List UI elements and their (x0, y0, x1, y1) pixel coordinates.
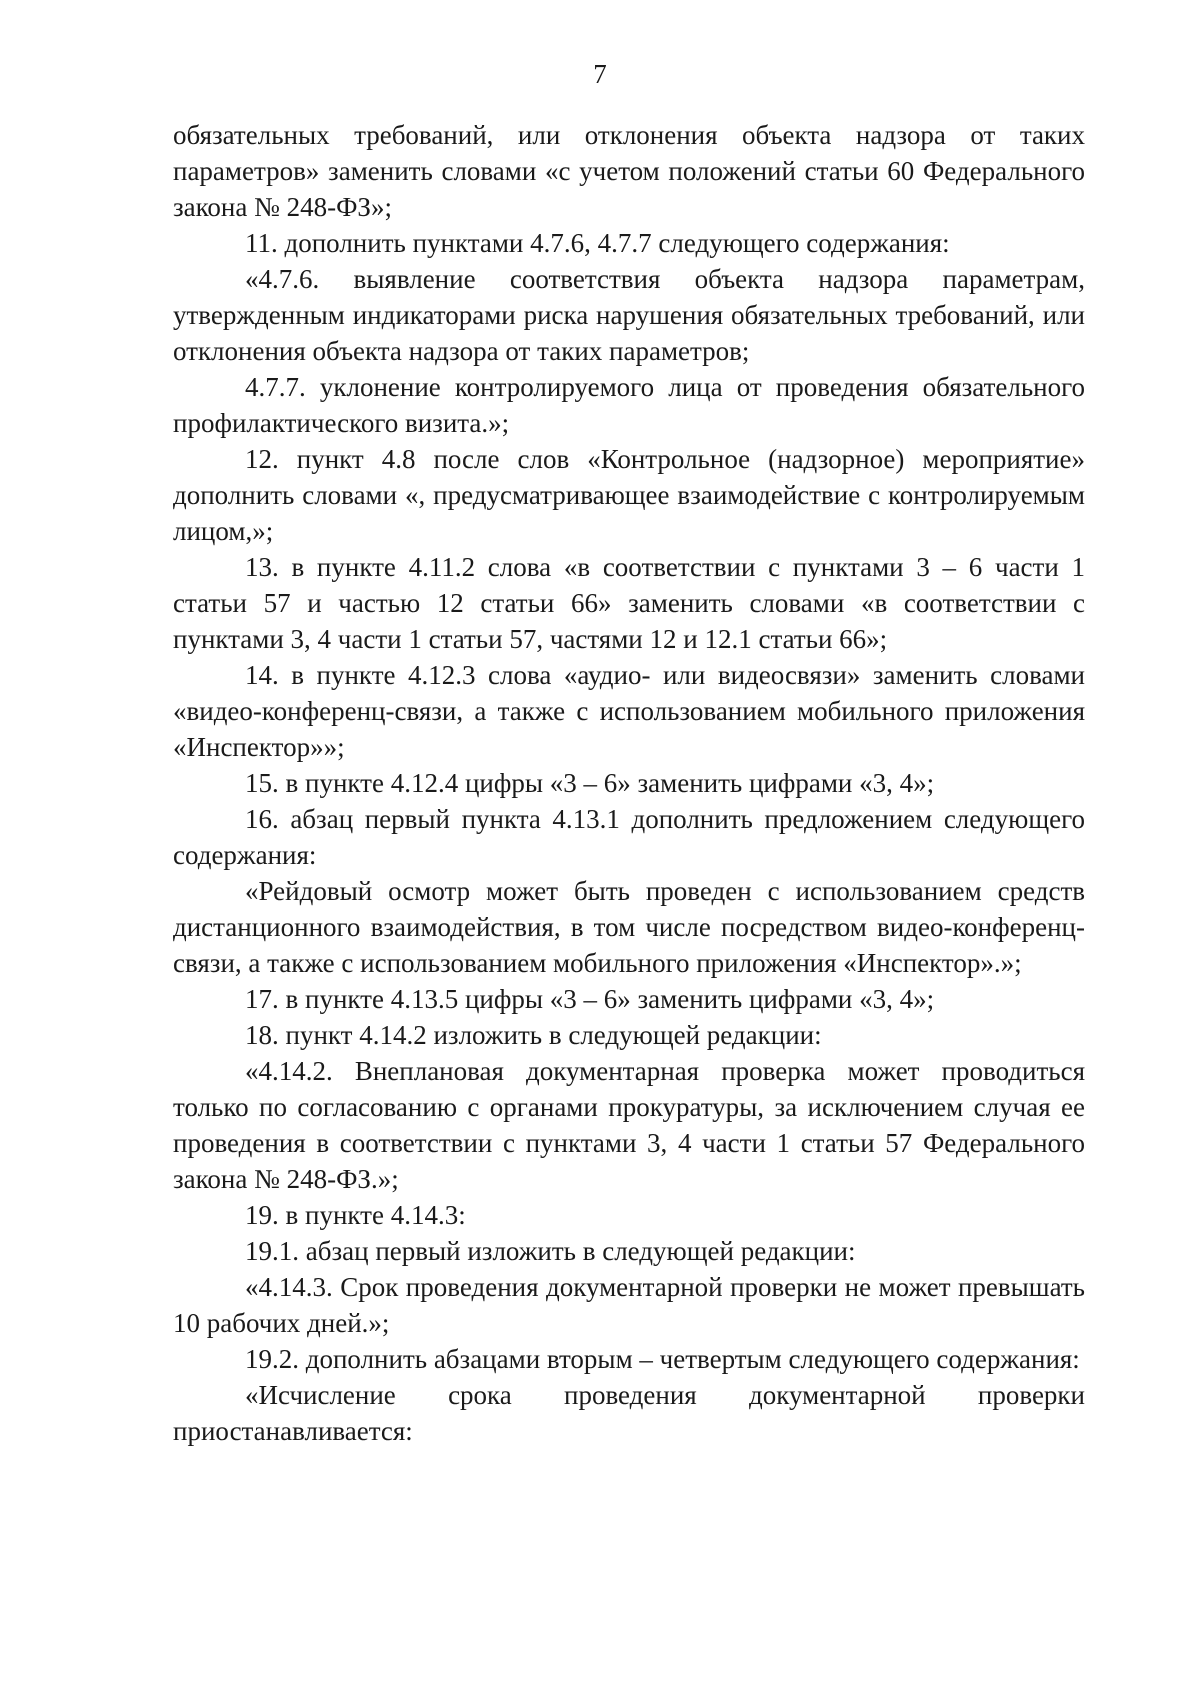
paragraph: 13. в пункте 4.11.2 слова «в соответствии с пунктами 3 – 6 части 1 статьи 57 и частью 12 статьи 66» заменить словами «в соответствии с пунктами 3, 4 части 1 статьи 57, частями 12 и 12.1 статьи 66»; (173, 552, 1085, 654)
document-body (173, 117, 1085, 1449)
paragraph: «4.7.6. выявление соответствия объекта надзора параметрам, утвержденным индикаторами риска нарушения обязательных требований, или отклонения объекта надзора от таких параметров; (173, 264, 1085, 366)
paragraph: 17. в пункте 4.13.5 цифры «3 – 6» заменить цифрами «3, 4»; (245, 984, 935, 1014)
paragraph: «4.14.3. Срок проведения документарной проверки не может превышать 10 рабочих дней.»; (173, 1272, 1085, 1338)
page-number: 7 (593, 59, 607, 89)
paragraph: 16. абзац первый пункта 4.13.1 дополнить предложением следующего содержания: (173, 804, 1085, 870)
paragraph: 14. в пункте 4.12.3 слова «аудио- или видеосвязи» заменить словами «видео-конференц-связи, а также с использованием мобильного приложения «Инспектор»»; (173, 660, 1085, 762)
paragraph: 19. в пункте 4.14.3: (245, 1200, 466, 1230)
paragraph: «4.14.2. Внеплановая документарная проверка может проводиться только по согласованию с органами прокуратуры, за исключением случая ее проведения в соответствии с пунктами 3, 4 части 1 статьи 57 Федерального закона № 248-ФЗ.»; (173, 1056, 1085, 1194)
paragraph: 12. пункт 4.8 после слов «Контрольное (надзорное) мероприятие» дополнить словами «, предусматривающее взаимодействие с контролируемым лицом,»; (173, 444, 1085, 546)
paragraph: «Исчисление срока проведения документарной проверки приостанавливается: (173, 1380, 1085, 1446)
paragraph: обязательных требований, или отклонения объекта надзора от таких параметров» заменить словами «с учетом положений статьи 60 Федерального закона № 248-ФЗ»; (173, 120, 1085, 222)
paragraph: 19.2. дополнить абзацами вторым – четвертым следующего содержания: (245, 1344, 1080, 1374)
paragraph: 4.7.7. уклонение контролируемого лица от проведения обязательного профилактического визита.»; (173, 372, 1085, 438)
paragraph: «Рейдовый осмотр может быть проведен с использованием средств дистанционного взаимодействия, в том числе посредством видео-конференц-связи, а также с использованием мобильного приложения «Инспектор».»; (173, 876, 1085, 978)
paragraph: 18. пункт 4.14.2 изложить в следующей редакции: (245, 1020, 822, 1050)
paragraph: 19.1. абзац первый изложить в следующей редакции: (245, 1236, 856, 1266)
paragraph: 11. дополнить пунктами 4.7.6, 4.7.7 следующего содержания: (245, 228, 950, 258)
paragraph: 15. в пункте 4.12.4 цифры «3 – 6» заменить цифрами «3, 4»; (245, 768, 935, 798)
